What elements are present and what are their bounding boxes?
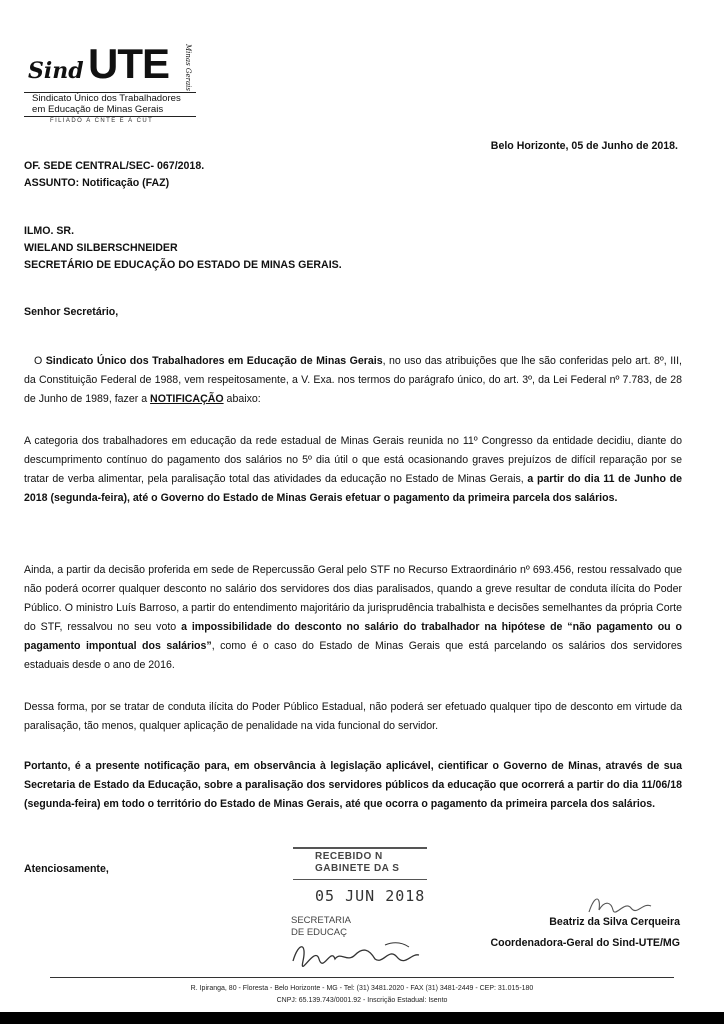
subject-line: ASSUNTO: Notificação (FAZ) <box>24 177 170 189</box>
paragraph-stf-ruling <box>24 561 682 675</box>
stamp-secretariat-text: SECRETARIA <box>291 915 352 926</box>
paragraph-no-discount: Dessa forma, por se tratar de conduta ilícita do Poder Público Estadual, não poderá ser efetuado qualquer tipo de desconto em virtude da paralisação, tão menos, qualquer aplicação de penalidade na vida funcional do servidor. <box>24 701 682 732</box>
signer-role: Coordenadora-Geral do Sind-UTE/MG <box>490 937 680 949</box>
sindute-logo <box>24 34 204 126</box>
stamp-date: 05 JUN 2018 <box>315 887 426 905</box>
addressee-role: SECRETÁRIO DE EDUCAÇÃO DO ESTADO DE MINAS GERAIS. <box>24 259 342 271</box>
addressee-name: WIELAND SILBERSCHNEIDER <box>24 242 178 254</box>
salutation: Senhor Secretário, <box>24 306 119 318</box>
logo-union-name-line1: Sindicato Único dos Trabalhadores <box>32 93 181 104</box>
p1-text-e: abaixo: <box>223 393 261 405</box>
logo-affiliation: FILIADO À CNTE E À CUT <box>50 118 154 124</box>
logo-state-text: Minas Gerais <box>184 44 192 91</box>
paragraph-decision <box>24 432 682 508</box>
logo-divider-bottom <box>24 116 196 117</box>
p3-text-c: , como é o caso do Estado de Minas Gerais que está parcelando os salários dos servidores estaduais desde o ano de 2016. <box>24 640 683 671</box>
received-stamp <box>285 843 435 973</box>
logo-union-name-line2: em Educação de Minas Gerais <box>32 104 164 115</box>
addressee-title: ILMO. SR. <box>24 225 75 237</box>
p3-ruling-highlight: a impossibilidade do desconto no salário do trabalhador na hipótese de “não pagamento ou o pagamento impontual dos salários” <box>24 621 682 652</box>
stamp-office-text: GABINETE DA S <box>315 863 400 874</box>
office-reference: OF. SEDE CENTRAL/SEC- 067/2018. <box>24 160 205 172</box>
p2-strike-dates: a partir do dia 11 de Junho de 2018 (segunda-feira), até o Governo do Estado de Minas Gerais efetuar o pagamento da primeira parcela dos salários. <box>24 473 682 504</box>
p2-text-a: A categoria dos trabalhadores em educação da rede estadual de Minas Gerais reunida no 11º Congresso da entidade decidiu, diante do descumprimento contínuo do pagamento dos salários no 5º dia útil o que está ocasionando graves prejuízos de difícil reparação por se tratar de verba alimentar, pela paralisação total das atividades da educação no Estado de Minas Gerais, <box>24 435 682 485</box>
closing: Atenciosamente, <box>24 863 109 875</box>
paragraph-intro <box>24 352 682 409</box>
p1-text-a: O <box>34 355 46 367</box>
p3-text-a: Ainda, a partir da decisão proferida em sede de Repercussão Geral pelo STF no Recurso Extraordinário nº 693.456, restou ressalvado que não poderá ocorrer qualquer desconto no salário dos servidores dos dias paralisados, quando a greve resultar de conduta ilícita do Poder Público. O ministro Luís Barroso, a partir do entendimento majoritário da jurisprudência trabalhista e decisões semelhantes da própria Corte do STF, ressalvou no seu voto <box>24 564 682 633</box>
place-date: Belo Horizonte, 05 de Junho de 2018. <box>490 140 678 152</box>
p1-notification-word: NOTIFICAÇÃO <box>150 393 224 405</box>
stamp-received-text: RECEBIDO N <box>315 851 383 862</box>
signer-name: Beatriz da Silva Cerqueira <box>549 916 680 928</box>
logo-ute-text: UTE <box>88 40 169 87</box>
paragraph-notification: Portanto, é a presente notificação para, em observância à legislação aplicável, cientificar o Governo de Minas, através de sua Secretaria de Estado da Educação, sobre a paralisação dos servidores públicos da educação que ocorrerá a partir do dia 11/06/18 (segunda-feira) em todo o território do Estado de Minas Gerais, até que ocorra o pagamento da primeira parcela dos salários. <box>24 760 682 810</box>
p1-text-c: , no uso das atribuições que lhe são conferidas pelo art. 8º, III, da Constituição Federal de 1988, vem respeitosamente, a V. Exa. nos termos do parágrafo único, do art. 3º, da Lei Federal nº 7.783, de 28 de Junho de 1989, fazer a <box>24 355 682 405</box>
footer-cnpj: CNPJ: 65.139.743/0001.92 - Inscrição Estadual: Isento <box>276 997 448 1004</box>
scan-bottom-edge <box>0 1012 724 1024</box>
footer-divider <box>50 977 674 978</box>
stamp-handwritten-signature <box>285 935 435 969</box>
p1-union-name: Sindicato Único dos Trabalhadores em Educação de Minas Gerais <box>45 355 383 367</box>
stamp-education-text: DE EDUCAÇ <box>291 927 347 938</box>
logo-sind-text: Sind <box>28 58 84 84</box>
footer-address: R. Ipiranga, 80 - Floresta - Belo Horizonte - MG - Tel: (31) 3481.2020 - FAX (31) 3481-2449 - CEP: 31.015-180 <box>190 985 534 992</box>
